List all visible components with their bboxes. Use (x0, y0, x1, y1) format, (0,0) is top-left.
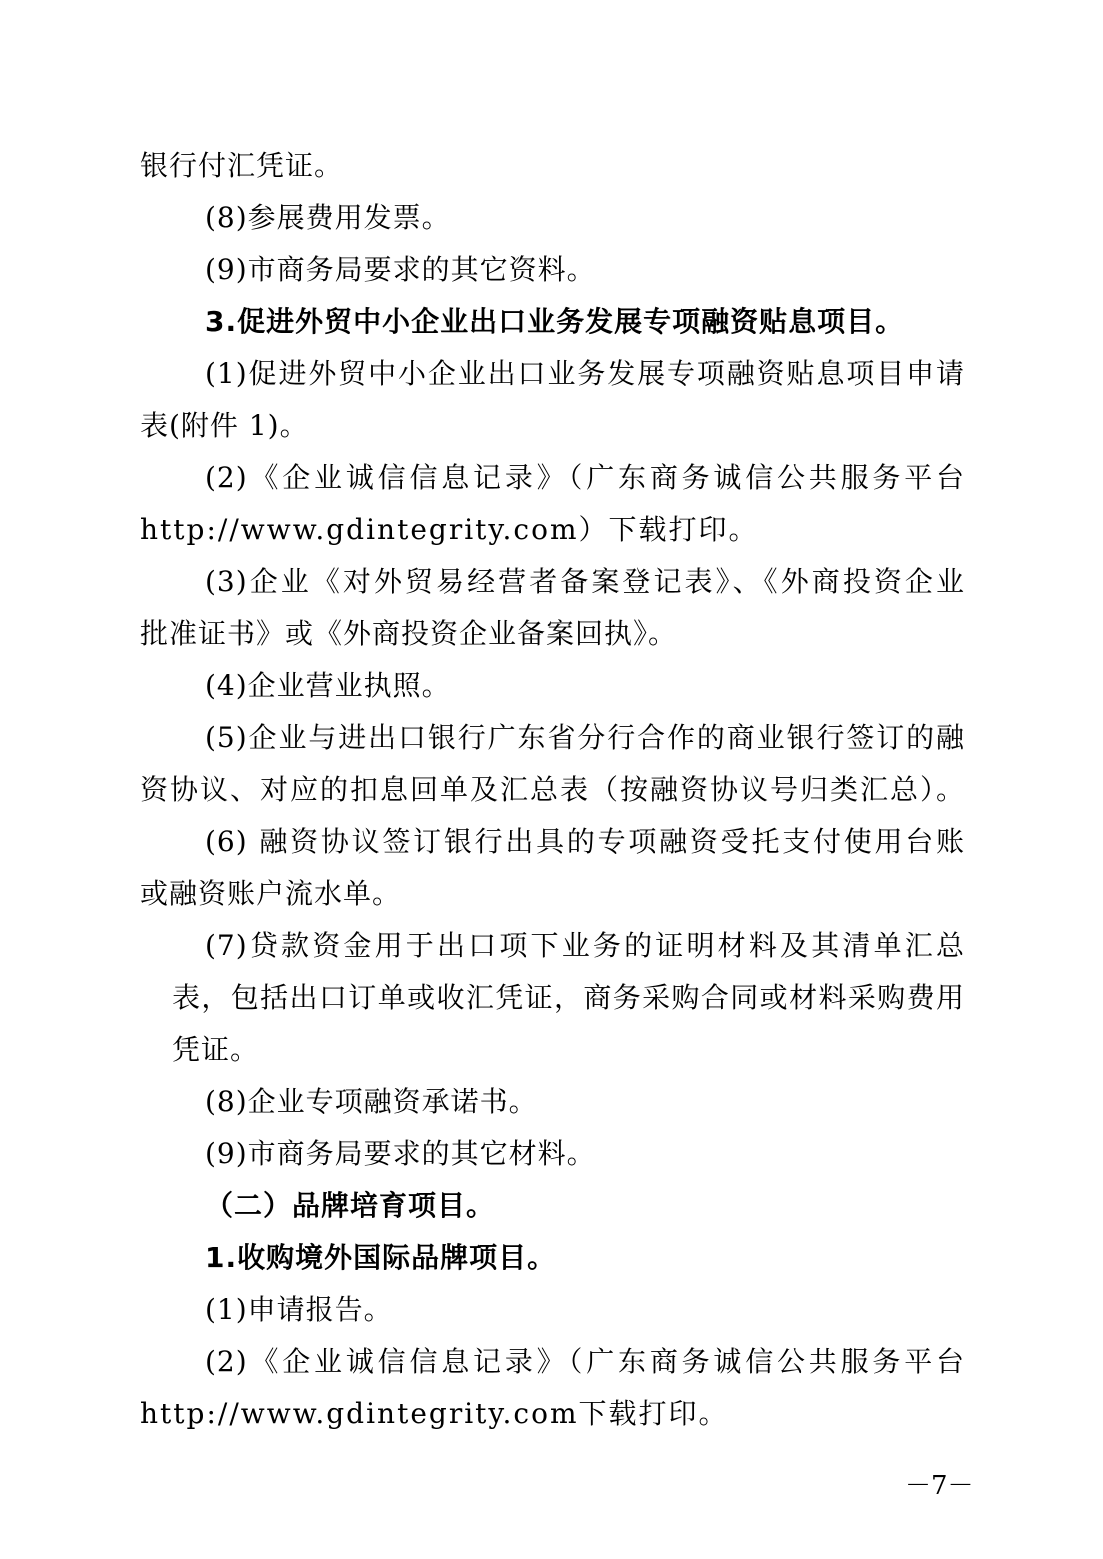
section-heading: 3.促进外贸中小企业出口业务发展专项融资贴息项目。 (205, 305, 905, 338)
url-line: http://www.gdintegrity.com下载打印。 (140, 1397, 729, 1430)
page-number: －7－ (905, 1471, 974, 1501)
list-item: (8)企业专项融资承诺书。 (205, 1085, 538, 1118)
url-line: http://www.gdintegrity.com）下载打印。 (140, 513, 759, 546)
text-line: 凭证。 (172, 1033, 260, 1066)
text-line: 银行付汇凭证。 (140, 149, 344, 182)
text-line: 批准证书》或《外商投资企业备案回执》。 (140, 617, 678, 650)
text-line: 表(附件 1)。 (140, 409, 309, 442)
section-heading: 1.收购境外国际品牌项目。 (205, 1241, 557, 1274)
list-item: (6) 融资协议签订银行出具的专项融资受托支付使用台账 (205, 825, 965, 858)
list-item: (9)市商务局要求的其它资料。 (205, 253, 596, 286)
list-item: (2)《企业诚信信息记录》（广东商务诚信公共服务平台 (205, 461, 965, 494)
text-line: 或融资账户流水单。 (140, 877, 402, 910)
list-item: (1)申请报告。 (205, 1293, 393, 1326)
list-item: (8)参展费用发票。 (205, 201, 451, 234)
list-item: (5)企业与进出口银行广东省分行合作的商业银行签订的融 (205, 721, 965, 754)
list-item: (3)企业《对外贸易经营者备案登记表》、《外商投资企业 (205, 565, 965, 598)
section-heading: （二）品牌培育项目。 (205, 1189, 496, 1222)
text-line: 资协议、对应的扣息回单及汇总表（按融资协议号归类汇总）。 (140, 773, 965, 806)
list-item: (9)市商务局要求的其它材料。 (205, 1137, 596, 1170)
list-item: (2)《企业诚信信息记录》（广东商务诚信公共服务平台 (205, 1345, 965, 1378)
list-item: (4)企业营业执照。 (205, 669, 451, 702)
list-item: (7)贷款资金用于出口项下业务的证明材料及其清单汇总 (205, 929, 965, 962)
list-item: (1)促进外贸中小企业出口业务发展专项融资贴息项目申请 (205, 357, 965, 390)
text-line: 表，包括出口订单或收汇凭证，商务采购合同或材料采购费用 (172, 981, 965, 1014)
